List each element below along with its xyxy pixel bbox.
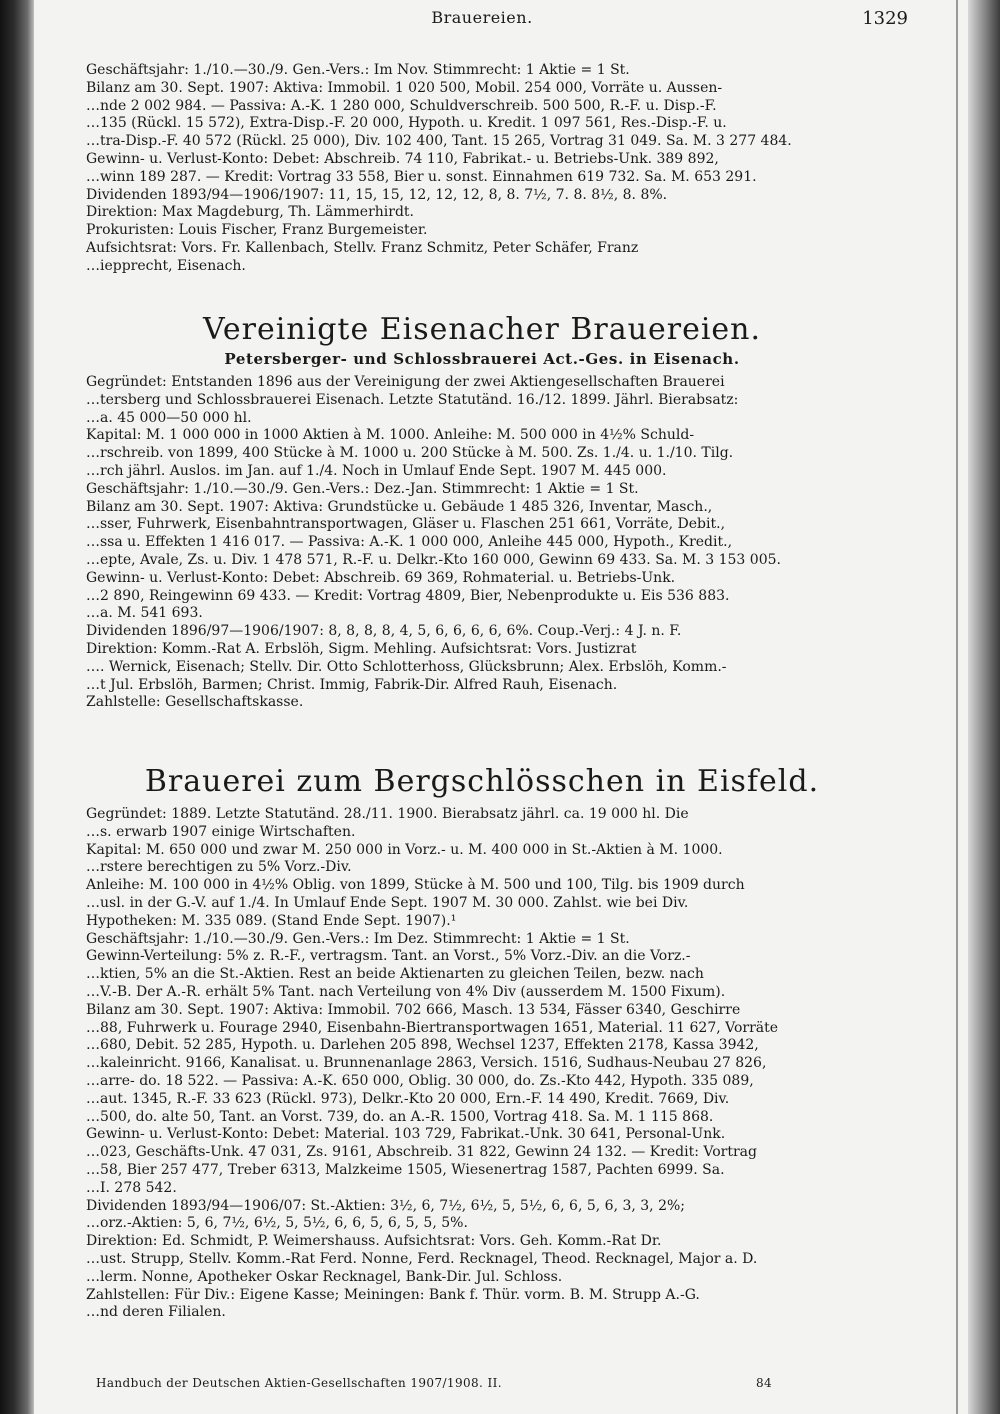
text-line: Zahlstelle: Gesellschaftskasse. xyxy=(86,694,304,711)
text-line: …rstere berechtigen zu 5% Vorz.-Div. xyxy=(86,859,352,876)
text-line: …tersberg und Schlossbrauerei Eisenach. Letzte Statutänd. 16./12. 1899. Jährl. Bierabsatz: xyxy=(86,391,739,408)
text-line: Geschäftsjahr: 1./10.—30./9. Gen.-Vers.: Im Dez. Stimmrecht: 1 Aktie = 1 St. xyxy=(86,930,630,947)
text-line: …arre- do. 18 522. — Passiva: A.-K. 650 000, Oblig. 30 000, do. Zs.-Kto 442, Hypoth. 335 089, xyxy=(86,1072,754,1089)
section-continued xyxy=(86,62,906,276)
scan-right-rule xyxy=(956,0,958,1414)
text-line: Bilanz am 30. Sept. 1907: Aktiva: Grundstücke u. Gebäude 1 485 326, Inventar, Masch., xyxy=(86,498,713,515)
text-line: Anleihe: M. 100 000 in 4½% Oblig. von 1899, Stücke à M. 500 und 100, Tilg. bis 1909 durch xyxy=(86,877,745,894)
page-number: 1329 xyxy=(862,8,908,29)
text-line: Direktion: Ed. Schmidt, P. Weimershauss. Aufsichtsrat: Vors. Geh. Komm.-Rat Dr. xyxy=(86,1233,662,1250)
text-line: …aut. 1345, R.-F. 33 623 (Rückl. 973), Delkr.-Kto 20 000, Ern.-F. 14 490, Kredit. 7669, Div. xyxy=(86,1090,730,1107)
text-line: Gewinn- u. Verlust-Konto: Debet: Material. 103 729, Fabrikat.-Unk. 30 641, Personal-Unk. xyxy=(86,1126,726,1143)
text-line: …t Jul. Erbslöh, Barmen; Christ. Immig, Fabrik-Dir. Alfred Rauh, Eisenach. xyxy=(86,676,618,693)
scan-right-edge xyxy=(968,0,1000,1414)
text-line: Kapital: M. 1 000 000 in 1000 Aktien à M. 1000. Anleihe: M. 500 000 in 4½% Schuld- xyxy=(86,427,695,444)
section-title-eisenach: Vereinigte Eisenacher Brauereien. xyxy=(202,312,762,347)
text-line: …rschreib. von 1899, 400 Stücke à M. 1000 u. 200 Stücke à M. 500. Zs. 1./4. u. 1./10. Tilg. xyxy=(86,445,734,462)
text-line: Hypotheken: M. 335 089. (Stand Ende Sept. 1907).¹ xyxy=(86,912,457,929)
text-line: …ktien, 5% an die St.-Aktien. Rest an beide Aktienarten zu gleichen Teilen, bezw. nach xyxy=(86,966,704,983)
section-subtitle-eisenach: Petersberger- und Schlossbrauerei Act.-Ges. in Eisenach. xyxy=(224,350,740,368)
text-line: …lerm. Nonne, Apotheker Oskar Recknagel, Bank-Dir. Jul. Schloss. xyxy=(86,1268,563,1285)
text-line: …a. 45 000—50 000 hl. xyxy=(86,409,252,426)
section-eisfeld-body xyxy=(86,806,906,1322)
text-line: Prokuristen: Louis Fischer, Franz Burgemeister. xyxy=(86,222,428,239)
text-line: …s. erwarb 1907 einige Wirtschaften. xyxy=(86,823,356,840)
text-line: …135 (Rückl. 15 572), Extra-Disp.-F. 20 000, Hypoth. u. Kredit. 1 097 561, Res.-Disp.-F. u. xyxy=(86,115,727,132)
text-line: …kaleinricht. 9166, Kanalisat. u. Brunnenanlage 2863, Versich. 1516, Sudhaus-Neubau 27 826, xyxy=(86,1055,767,1072)
text-line: …usl. in der G.-V. auf 1./4. In Umlauf Ende Sept. 1907 M. 30 000. Zahlst. wie bei Div. xyxy=(86,894,689,911)
text-line: …680, Debit. 52 285, Hypoth. u. Darlehen 205 898, Wechsel 1237, Effekten 2178, Kassa 3942, xyxy=(86,1037,759,1054)
text-line: Dividenden 1893/94—1906/07: St.-Aktien: 3½, 6, 7½, 6½, 5, 5½, 6, 6, 5, 6, 3, 3, 2%; xyxy=(86,1197,686,1214)
text-line: Zahlstellen: Für Div.: Eigene Kasse; Meiningen: Bank f. Thür. vorm. B. M. Strupp A.-G. xyxy=(86,1286,700,1303)
text-line: …58, Bier 257 477, Treber 6313, Malzkeime 1505, Wiesenertrag 1587, Pachten 6999. Sa. xyxy=(86,1161,725,1178)
text-line: …iepprecht, Eisenach. xyxy=(86,257,246,274)
text-line: Gewinn- u. Verlust-Konto: Debet: Abschreib. 69 369, Rohmaterial. u. Betriebs-Unk. xyxy=(86,569,676,586)
running-title: Brauereien. xyxy=(431,8,533,27)
signature-mark: 84 xyxy=(756,1376,773,1390)
text-line: Bilanz am 30. Sept. 1907: Aktiva: Immobil. 1 020 500, Mobil. 254 000, Vorräte u. Aussen- xyxy=(86,79,723,96)
scan-left-edge xyxy=(0,0,34,1414)
text-line: …V.-B. Der A.-R. erhält 5% Tant. nach Verteilung von 4% Div (ausserdem M. 1500 Fixum). xyxy=(86,983,726,1000)
text-line: Gewinn- u. Verlust-Konto: Debet: Abschreib. 74 110, Fabrikat.- u. Betriebs-Unk. 389 892, xyxy=(86,150,719,167)
text-line: …. Wernick, Eisenach; Stellv. Dir. Otto Schlotterhoss, Glücksbrunn; Alex. Erbslöh, Komm.- xyxy=(86,658,727,675)
text-line: …ust. Strupp, Stellv. Komm.-Rat Ferd. Nonne, Ferd. Recknagel, Theod. Recknagel, Major a. D. xyxy=(86,1250,758,1267)
text-line: Dividenden 1896/97—1906/1907: 8, 8, 8, 8, 4, 5, 6, 6, 6, 6, 6%. Coup.-Verj.: 4 J. n. F. xyxy=(86,623,682,640)
text-line: Geschäftsjahr: 1./10.—30./9. Gen.-Vers.: Im Nov. Stimmrecht: 1 Aktie = 1 St. xyxy=(86,62,630,78)
text-line: …I. 278 542. xyxy=(86,1179,177,1196)
text-line: …rch jährl. Auslos. im Jan. auf 1./4. Noch in Umlauf Ende Sept. 1907 M. 445 000. xyxy=(86,462,667,479)
text-line: Dividenden 1893/94—1906/1907: 11, 15, 15, 12, 12, 12, 8, 8. 7½, 7. 8. 8½, 8. 8%. xyxy=(86,186,668,203)
text-line: Gewinn-Verteilung: 5% z. R.-F., vertragsm. Tant. an Vorst., 5% Vorz.-Div. an die Vorz.- xyxy=(86,948,691,965)
text-line: Bilanz am 30. Sept. 1907: Aktiva: Immobil. 702 666, Masch. 13 534, Fässer 6340, Geschirre xyxy=(86,1001,741,1018)
text-line: Direktion: Komm.-Rat A. Erbslöh, Sigm. Mehling. Aufsichtsrat: Vors. Justizrat xyxy=(86,640,637,657)
text-line: …epte, Avale, Zs. u. Div. 1 478 571, R.-F. u. Delkr.-Kto 160 000, Gewinn 69 433. Sa. M. 3 153 005. xyxy=(86,551,781,568)
text-line: …ssa u. Effekten 1 416 017. — Passiva: A.-K. 1 000 000, Anleihe 445 000, Hypoth., Kredit., xyxy=(86,534,733,551)
text-line: …nd deren Filialen. xyxy=(86,1304,226,1321)
section-title-eisfeld: Brauerei zum Bergschlösschen in Eisfeld. xyxy=(144,764,820,799)
page-footer xyxy=(96,1376,856,1390)
text-line: …orz.-Aktien: 5, 6, 7½, 6½, 5, 5½, 6, 6, 5, 6, 5, 5, 5%. xyxy=(86,1215,468,1232)
running-header xyxy=(56,8,908,38)
text-line: Direktion: Max Magdeburg, Th. Lämmerhirdt. xyxy=(86,204,414,221)
text-line: …tra-Disp.-F. 40 572 (Rückl. 25 000), Div. 102 400, Tant. 15 265, Vortrag 31 049. Sa. M. 3 277 484. xyxy=(86,133,792,150)
text-line: …2 890, Reingewinn 69 433. — Kredit: Vortrag 4809, Bier, Nebenprodukte u. Eis 536 883. xyxy=(86,587,730,604)
text-line: …023, Geschäfts-Unk. 47 031, Zs. 9161, Abschreib. 31 822, Gewinn 24 132. — Kredit: Vortrag xyxy=(86,1144,757,1161)
text-line: …nde 2 002 984. — Passiva: A.-K. 1 280 000, Schuldverschreib. 500 500, R.-F. u. Disp.-F. xyxy=(86,97,717,114)
text-line: Kapital: M. 650 000 und zwar M. 250 000 in Vorz.- u. M. 400 000 in St.-Aktien à M. 1000. xyxy=(86,841,723,858)
footer-text: Handbuch der Deutschen Aktien-Gesellschaften 1907/1908. II. xyxy=(96,1376,502,1390)
text-line: …sser, Fuhrwerk, Eisenbahntransportwagen, Gläser u. Flaschen 251 661, Vorräte, Debit., xyxy=(86,516,726,533)
text-line: Geschäftsjahr: 1./10.—30./9. Gen.-Vers.: Dez.-Jan. Stimmrecht: 1 Aktie = 1 St. xyxy=(86,480,639,497)
section-eisenach-body xyxy=(86,374,906,712)
page xyxy=(56,0,908,1414)
text-line: …500, do. alte 50, Tant. an Vorst. 739, do. an A.-R. 1500, Vortrag 418. Sa. M. 1 115 868. xyxy=(86,1108,714,1125)
text-line: Gegründet: 1889. Letzte Statutänd. 28./11. 1900. Bierabsatz jährl. ca. 19 000 hl. Die xyxy=(86,806,689,822)
text-line: Gegründet: Entstanden 1896 aus der Vereinigung der zwei Aktiengesellschaften Brauerei xyxy=(86,374,725,390)
text-line: …a. M. 541 693. xyxy=(86,605,203,622)
text-line: …88, Fuhrwerk u. Fourage 2940, Eisenbahn-Biertransportwagen 1651, Material. 11 627, Vorräte xyxy=(86,1019,779,1036)
text-line: Aufsichtsrat: Vors. Fr. Kallenbach, Stellv. Franz Schmitz, Peter Schäfer, Franz xyxy=(86,239,639,256)
text-line: …winn 189 287. — Kredit: Vortrag 33 558, Bier u. sonst. Einnahmen 619 732. Sa. M. 653 291. xyxy=(86,168,757,185)
